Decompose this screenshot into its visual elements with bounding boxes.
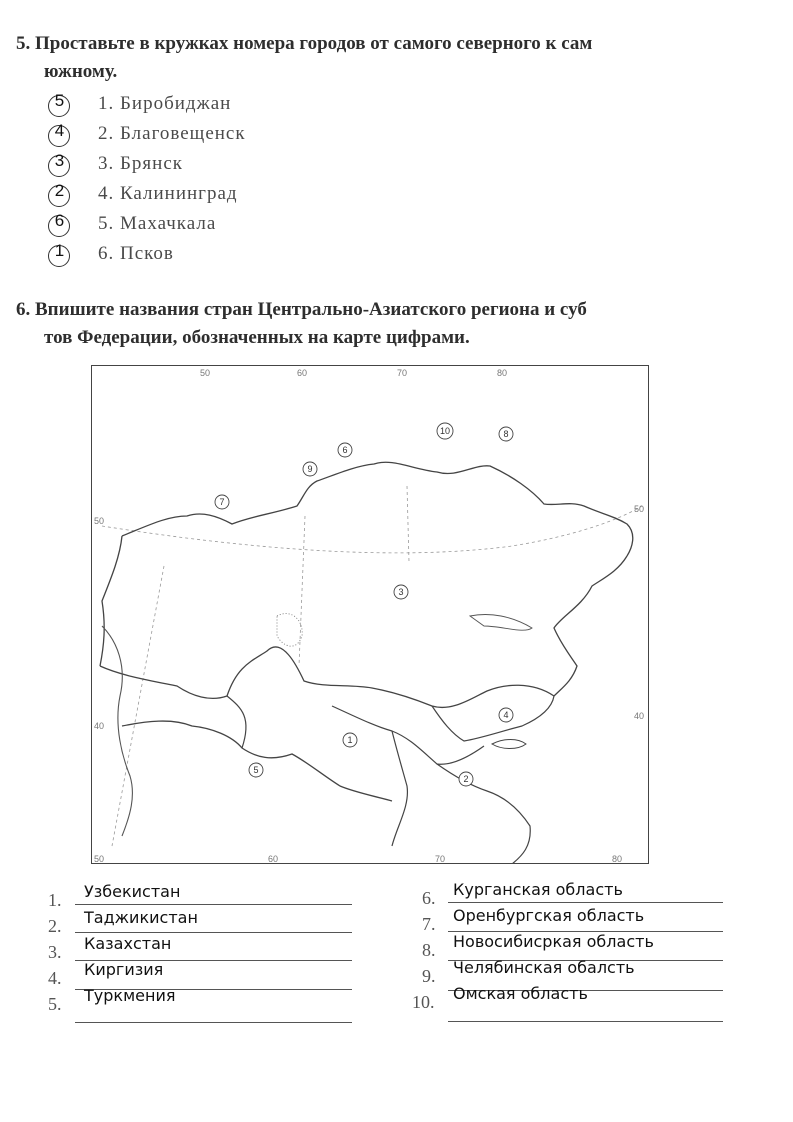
city-row[interactable] (48, 183, 448, 211)
marker-number: 7 (219, 497, 225, 507)
state-border (227, 696, 246, 748)
handwritten-answer: Оренбургская область (453, 906, 645, 925)
handwritten-answer: Казахстан (84, 934, 172, 953)
map-marker-9 (303, 462, 317, 476)
handwritten-answer: Туркмения (84, 986, 176, 1005)
contour-map (91, 365, 649, 864)
question-5-text-line2: южному. (44, 61, 118, 82)
map-marker-5 (249, 763, 263, 777)
state-border (100, 536, 122, 666)
city-label: 1. Биробиджан (98, 93, 232, 114)
marker-number: 1 (347, 735, 353, 745)
handwritten-answer: Таджикистан (84, 908, 198, 927)
longitude-label: 60 (297, 368, 308, 378)
longitude-label: 70 (397, 368, 408, 378)
state-border (100, 647, 554, 708)
state-border (554, 556, 627, 696)
longitude-label: 80 (612, 854, 623, 864)
city-label: 5. Махачкала (98, 213, 217, 234)
answer-rule (448, 1021, 723, 1022)
question-5-text-line1: Проставьте в кружках номера городов от самого северного к сам (35, 33, 593, 54)
coastline (102, 626, 132, 836)
answer-number: 7. (422, 914, 436, 934)
map-marker-10 (437, 423, 453, 439)
handwritten-answer: Курганская область (453, 880, 623, 899)
map-marker-3 (394, 585, 408, 599)
coastline (277, 614, 302, 647)
marker-number: 10 (439, 426, 451, 436)
question-6-text-line2: тов Федерации, обозначенных на карте цифрами. (44, 327, 470, 348)
circle-answer: 3 (54, 151, 66, 170)
city-label: 4. Калининград (98, 183, 238, 204)
answer-number: 10. (412, 992, 435, 1012)
meridian-line (299, 516, 305, 666)
answer-number: 9. (422, 966, 436, 986)
answer-rule (75, 1022, 352, 1023)
map-marker-8 (499, 427, 513, 441)
handwritten-answer: Узбекистан (84, 882, 181, 901)
question-6-text-line1: Впишите названия стран Центрально-Азиатского региона и суб (35, 299, 587, 320)
question-6-heading (16, 296, 734, 352)
question-5-number: 5. (16, 33, 31, 54)
marker-number: 9 (307, 464, 313, 474)
answer-line-10[interactable] (402, 986, 722, 1012)
state-border (392, 731, 407, 846)
city-row[interactable] (48, 153, 448, 181)
longitude-label: 60 (268, 854, 279, 864)
map-drawing (92, 366, 649, 864)
longitude-label: 70 (435, 854, 446, 864)
city-row[interactable] (48, 243, 448, 271)
answer-line-5[interactable] (48, 988, 368, 1014)
city-row[interactable] (48, 93, 448, 121)
marker-number: 2 (463, 774, 469, 784)
map-marker-6 (338, 443, 352, 457)
handwritten-answer: Новосибисркая область (453, 932, 654, 951)
latitude-label: 50 (94, 516, 105, 526)
state-border (432, 696, 554, 741)
city-label: 6. Псков (98, 243, 174, 264)
answer-number: 1. (48, 890, 62, 910)
answer-rule (448, 902, 723, 903)
marker-number: 6 (342, 445, 348, 455)
answer-rule (75, 932, 352, 933)
lake (470, 615, 532, 631)
meridian-line (407, 486, 409, 562)
marker-number: 4 (503, 710, 509, 720)
question-6-number: 6. (16, 299, 31, 320)
answer-rule (75, 904, 352, 905)
lake (492, 740, 526, 749)
longitude-label: 50 (200, 368, 211, 378)
answer-line-9[interactable] (412, 960, 732, 986)
meridian-line (112, 566, 164, 846)
handwritten-answer: Омская область (453, 984, 588, 1003)
answer-number: 3. (48, 942, 62, 962)
latitude-label: 50 (634, 504, 645, 514)
answer-line-3[interactable] (48, 936, 368, 962)
answer-line-2[interactable] (48, 910, 368, 936)
city-row[interactable] (48, 213, 448, 241)
answer-line-8[interactable] (412, 934, 732, 960)
parallel-line (102, 504, 645, 553)
state-border (437, 764, 530, 864)
city-row[interactable] (48, 123, 448, 151)
answer-number: 6. (422, 888, 436, 908)
marker-number: 5 (253, 765, 259, 775)
map-marker-2 (459, 772, 473, 786)
circle-answer: 6 (54, 211, 66, 230)
circle-answer: 4 (54, 121, 66, 140)
handwritten-answer: Киргизия (84, 960, 164, 979)
answer-line-6[interactable] (412, 882, 732, 908)
longitude-label: 80 (497, 368, 508, 378)
circle-answer: 2 (54, 181, 66, 200)
map-marker-7 (215, 495, 229, 509)
answer-number: 2. (48, 916, 62, 936)
city-label: 2. Благовещенск (98, 123, 246, 144)
state-border (122, 462, 633, 556)
latitude-label: 40 (94, 721, 105, 731)
answer-line-7[interactable] (412, 908, 732, 934)
question-5-heading (16, 30, 736, 86)
answer-line-1[interactable] (48, 884, 368, 910)
answer-number: 5. (48, 994, 62, 1014)
map-marker-4 (499, 708, 513, 722)
answer-line-4[interactable] (48, 962, 368, 988)
longitude-label: 50 (94, 854, 105, 864)
marker-number: 8 (503, 429, 509, 439)
answer-number: 8. (422, 940, 436, 960)
handwritten-answer: Челябинская обалсть (453, 958, 635, 977)
circle-answer: 1 (54, 241, 66, 260)
answer-number: 4. (48, 968, 62, 988)
map-marker-1 (343, 733, 357, 747)
latitude-label: 40 (634, 711, 645, 721)
circle-answer: 5 (54, 91, 66, 110)
city-label: 3. Брянск (98, 153, 183, 174)
marker-number: 3 (398, 587, 404, 597)
